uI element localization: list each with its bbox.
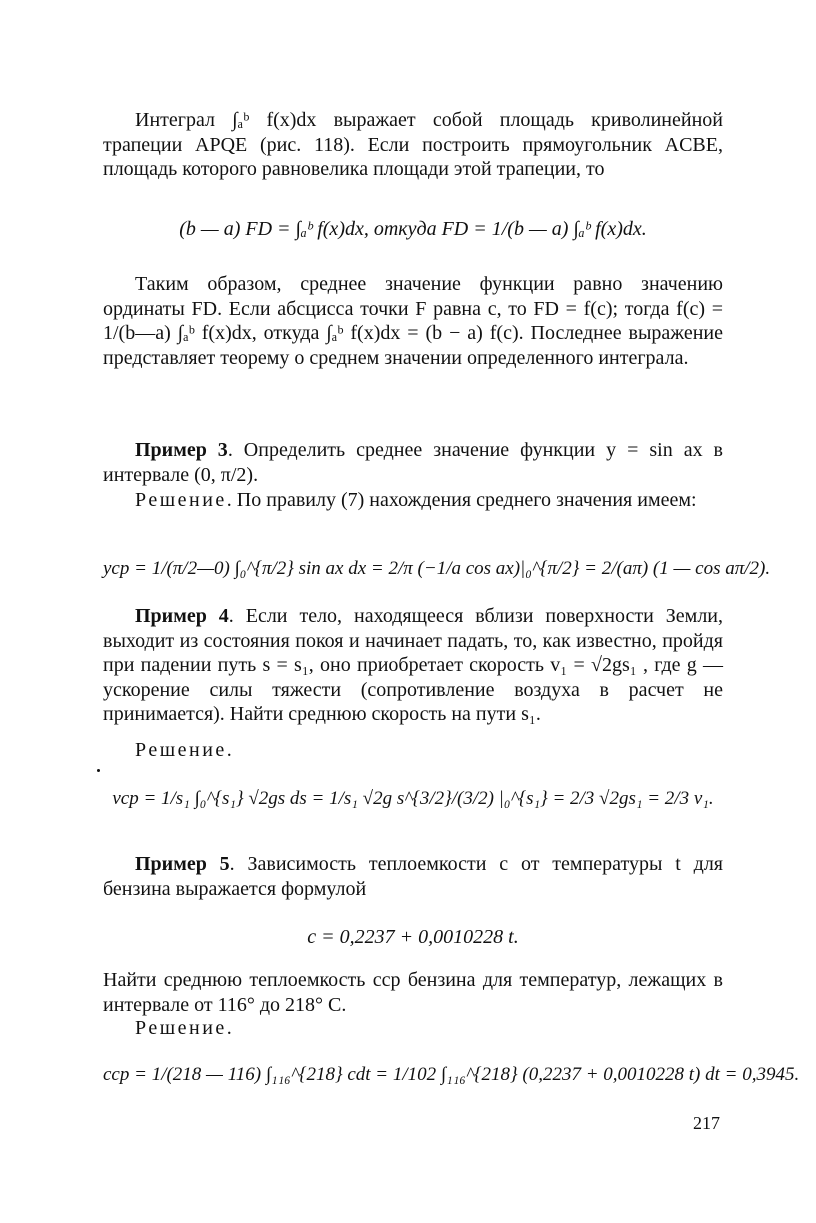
paragraph-mean-value: Таким образом, среднее значение функции равно значению ординаты FD. Если абсцисса точки F равна c, то FD = f(c); тогда f(c) = 1/(b—a) ∫ₐᵇ f(x)dx, откуда ∫ₐᵇ f(x)dx = (b − a) f(c). Последнее выражение представляет теорему о среднем значении определенного интеграла. [103,273,723,369]
paragraph-integral-intro: Интеграл ∫ₐᵇ f(x)dx выражает собой площадь криволинейной трапеции APQE (рис. 118). Если построить прямоугольник ACBE, площадь которого равновелика площади этой трапеции, то [103,109,723,180]
example-4-label: Пример 4 [135,605,229,627]
formula-velocity-mean: vср = 1/s₁ ∫₀^{s₁} √2gs ds = 1/s₁ √2g s^{3/2}/(3/2) |₀^{s₁} = 2/3 √2gs₁ = 2/3 v₁. [112,788,714,809]
example-4 [103,604,723,727]
margin-dot [97,769,100,772]
solution-3-label: Решение [135,489,227,511]
example-3-text: . Определить среднее значение функции y = sin ax в интервале (0, π/2). [103,439,723,486]
formula-sin-mean: yср = 1/(π/2—0) ∫₀^{π/2} sin ax dx = 2/π (−1/a cos ax)|₀^{π/2} = 2/(aπ) (1 — cos aπ/2). [103,558,771,579]
example-3-label: Пример 3 [135,439,228,461]
solution-5-label: Решение. [135,1017,235,1039]
example-4-text: . Если тело, находящееся вблизи поверхности Земли, выходит из состояния покоя и начинает падать, то, как известно, пройдя при падении путь s = s₁, оно приобретает скорость v₁ = √2gs₁ , где g — ускорение силы тяжести (сопротивление воздуха в расчет не принимается). Найти среднюю скорость на пути s₁. [103,605,724,725]
example-3 [103,438,723,487]
formula-heat-capacity: c = 0,2237 + 0,0010228 t. [307,926,519,948]
example-5-text: . Зависимость теплоемкости c от температуры t для бензина выражается формулой [103,853,724,900]
solution-3-text: . По правилу (7) нахождения среднего значения имеем: [226,489,697,511]
formula-heat-mean: cср = 1/(218 — 116) ∫₁₁₆^{218} cdt = 1/102 ∫₁₁₆^{218} (0,2237 + 0,0010228 t) dt = 0,3945. [103,1064,800,1085]
solution-4-label-line [103,738,723,763]
solution-5-label-line [103,1016,723,1041]
solution-3 [103,488,723,513]
page-number: 217 [693,1113,720,1133]
solution-4-label: Решение. [135,739,235,761]
example-5 [103,852,723,901]
paragraph-find-mean-heat: Найти среднюю теплоемкость cср бензина для температур, лежащих в интервале от 116° до 218° C. [103,969,723,1016]
example-5-label: Пример 5 [135,853,230,875]
formula-fd: (b — a) FD = ∫ₐᵇ f(x)dx, откуда FD = 1/(b — a) ∫ₐᵇ f(x)dx. [179,218,647,240]
